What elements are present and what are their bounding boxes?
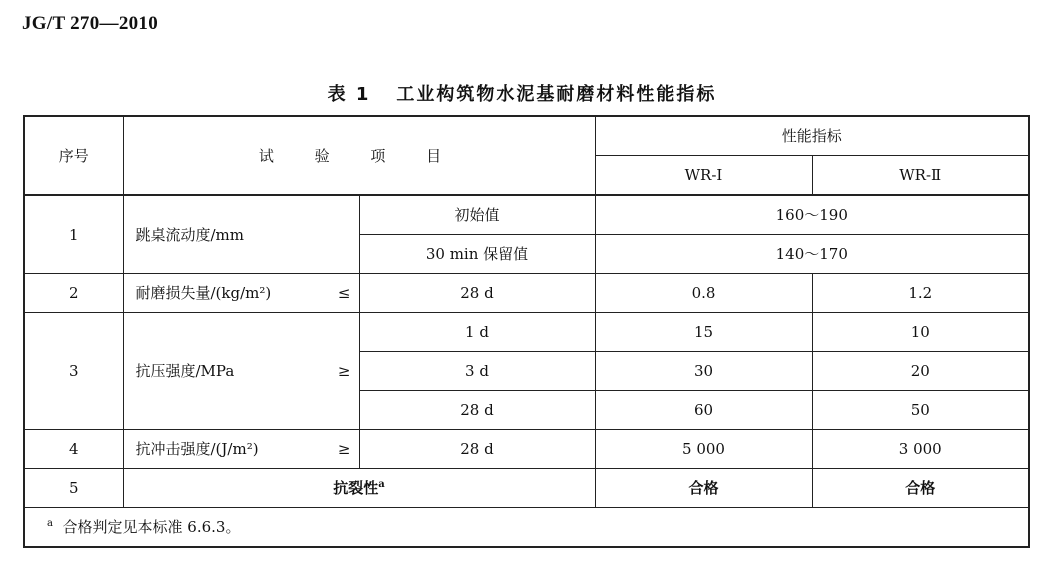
row-no: 2 bbox=[24, 274, 123, 313]
row-value-grade-2: 1.2 bbox=[812, 274, 1029, 313]
table-title bbox=[0, 80, 1044, 106]
row-sub: 28 d bbox=[359, 391, 595, 430]
row-item: 耐磨损失量/(kg/m²) ≤ bbox=[123, 274, 359, 313]
standard-code: JG/T 270—2010 bbox=[22, 13, 159, 34]
row-value-grade-1: 合格 bbox=[595, 469, 812, 508]
row-value: 160～190 bbox=[595, 195, 1029, 235]
row-no: 3 bbox=[24, 313, 123, 430]
header-grade-1: WR-Ⅰ bbox=[595, 156, 812, 196]
row-sub: 28 d bbox=[359, 430, 595, 469]
row-sub: 28 d bbox=[359, 274, 595, 313]
performance-table bbox=[23, 115, 1030, 548]
table-number: 表 1 bbox=[327, 84, 371, 105]
row-value-grade-2: 20 bbox=[812, 352, 1029, 391]
row-value-grade-1: 5 000 bbox=[595, 430, 812, 469]
table-row bbox=[24, 195, 1029, 235]
row-sub: 30 min 保留值 bbox=[359, 235, 595, 274]
less-equal-symbol: ≤ bbox=[337, 284, 351, 302]
header-no: 序号 bbox=[24, 116, 123, 195]
greater-equal-symbol: ≥ bbox=[337, 362, 351, 380]
row-item: 抗冲击强度/(J/m²) ≥ bbox=[123, 430, 359, 469]
header-performance: 性能指标 bbox=[595, 116, 1029, 156]
row-no: 4 bbox=[24, 430, 123, 469]
footnote-mark: a bbox=[47, 518, 53, 529]
row-value: 140～170 bbox=[595, 235, 1029, 274]
row-value-grade-1: 60 bbox=[595, 391, 812, 430]
footnote-row bbox=[24, 508, 1029, 548]
table-row bbox=[24, 469, 1029, 508]
greater-equal-symbol: ≥ bbox=[337, 440, 351, 458]
table-row bbox=[24, 313, 1029, 352]
header-row bbox=[24, 116, 1029, 156]
row-value-grade-2: 合格 bbox=[812, 469, 1029, 508]
row-value-grade-2: 3 000 bbox=[812, 430, 1029, 469]
footnote-mark: a bbox=[378, 479, 385, 490]
table-row bbox=[24, 274, 1029, 313]
footnote: $^a$ 合格判定见本标准 6.6.3。 bbox=[24, 508, 1029, 548]
row-no: 1 bbox=[24, 195, 123, 274]
row-item: 抗压强度/MPa ≥ bbox=[123, 313, 359, 430]
row-item: 跳桌流动度/mm bbox=[123, 195, 359, 274]
header-item: 试 验 项 目 bbox=[123, 116, 595, 195]
row-value-grade-2: 10 bbox=[812, 313, 1029, 352]
table-row bbox=[24, 430, 1029, 469]
row-sub: 3 d bbox=[359, 352, 595, 391]
row-sub: 初始值 bbox=[359, 195, 595, 235]
header-grade-2: WR-Ⅱ bbox=[812, 156, 1029, 196]
row-value-grade-1: 15 bbox=[595, 313, 812, 352]
table-caption: 工业构筑物水泥基耐磨材料性能指标 bbox=[396, 84, 717, 105]
row-value-grade-1: 30 bbox=[595, 352, 812, 391]
row-sub: 1 d bbox=[359, 313, 595, 352]
row-value-grade-2: 50 bbox=[812, 391, 1029, 430]
row-no: 5 bbox=[24, 469, 123, 508]
row-item: 抗裂性$^a$ bbox=[123, 469, 595, 508]
row-value-grade-1: 0.8 bbox=[595, 274, 812, 313]
